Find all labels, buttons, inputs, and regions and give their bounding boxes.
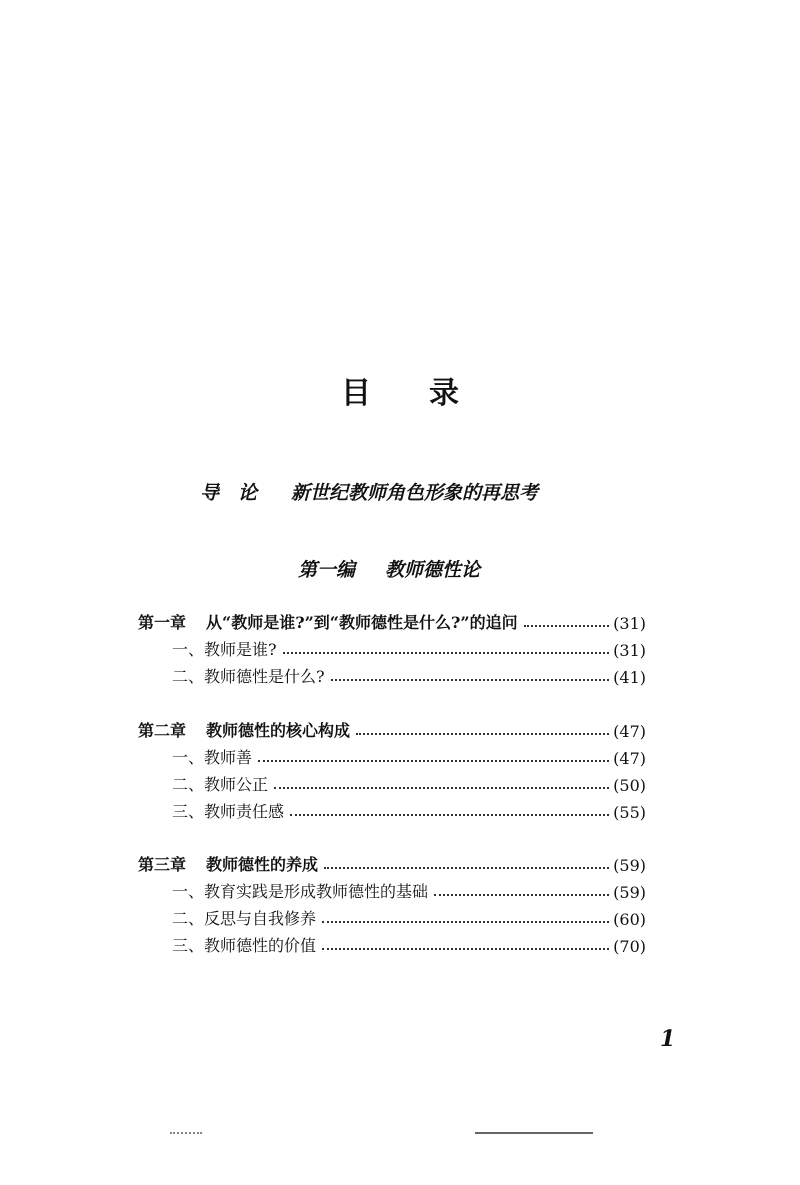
section-page: (59) <box>613 883 646 902</box>
section-title: 一、教师善 <box>172 748 253 767</box>
section-page: (70) <box>613 937 646 956</box>
leader-dots <box>322 948 609 950</box>
leader-dots <box>434 894 609 896</box>
toc-chapter-1 <box>138 606 646 687</box>
chapter-label: 第三章 <box>138 855 187 874</box>
section-row <box>138 902 646 929</box>
chapter-row <box>138 848 646 875</box>
section-page: (60) <box>613 910 646 929</box>
section-row <box>138 929 646 956</box>
chapter-title: 教师德性的养成 <box>206 855 319 874</box>
section-row <box>138 795 646 822</box>
page-number: 1 <box>660 1026 676 1052</box>
leader-dots <box>274 787 609 789</box>
part-text: 教师德性论 <box>385 559 481 581</box>
intro-text: 新世纪教师角色形象的再思考 <box>291 482 539 504</box>
section-page: (55) <box>613 803 646 822</box>
toc-chapter-2 <box>138 714 646 822</box>
section-row <box>138 768 646 795</box>
section-row <box>138 741 646 768</box>
chapter-label: 第二章 <box>138 721 187 740</box>
leader-dots <box>283 652 610 654</box>
section-title: 三、教师责任感 <box>172 802 285 821</box>
section-page: (47) <box>613 749 646 768</box>
section-title: 二、教师德性是什么? <box>172 667 325 686</box>
toc-chapter-3 <box>138 848 646 956</box>
part-heading <box>298 555 480 582</box>
leader-dots <box>258 760 609 762</box>
chapter-row <box>138 606 646 633</box>
scan-artifact <box>170 1132 202 1136</box>
section-page: (41) <box>613 668 646 687</box>
page-title <box>0 368 800 412</box>
section-row <box>138 633 646 660</box>
chapter-row <box>138 714 646 741</box>
part-label: 第一编 <box>298 559 356 581</box>
chapter-title: 从“教师是谁?”到“教师德性是什么?”的追问 <box>206 613 518 632</box>
chapter-page: (59) <box>613 856 646 875</box>
section-title: 二、反思与自我修养 <box>172 909 317 928</box>
section-title: 三、教师德性的价值 <box>172 936 317 955</box>
section-row <box>138 660 646 687</box>
intro-heading <box>200 478 538 505</box>
section-title: 一、教育实践是形成教师德性的基础 <box>172 882 429 901</box>
leader-dots <box>290 814 609 816</box>
intro-label: 导 论 <box>200 482 258 504</box>
leader-dots <box>524 625 610 627</box>
title-char-2: 录 <box>429 376 459 411</box>
leader-dots <box>322 921 609 923</box>
chapter-page: (47) <box>613 722 646 741</box>
scan-artifact <box>475 1132 593 1134</box>
section-title: 一、教师是谁? <box>172 640 277 659</box>
chapter-page: (31) <box>613 614 646 633</box>
section-title: 二、教师公正 <box>172 775 269 794</box>
section-page: (50) <box>613 776 646 795</box>
leader-dots <box>356 733 609 735</box>
chapter-label: 第一章 <box>138 613 187 632</box>
title-char-1: 目 <box>341 376 371 411</box>
leader-dots <box>324 867 609 869</box>
chapter-title: 教师德性的核心构成 <box>206 721 351 740</box>
section-row <box>138 875 646 902</box>
leader-dots <box>331 679 610 681</box>
section-page: (31) <box>613 641 646 660</box>
